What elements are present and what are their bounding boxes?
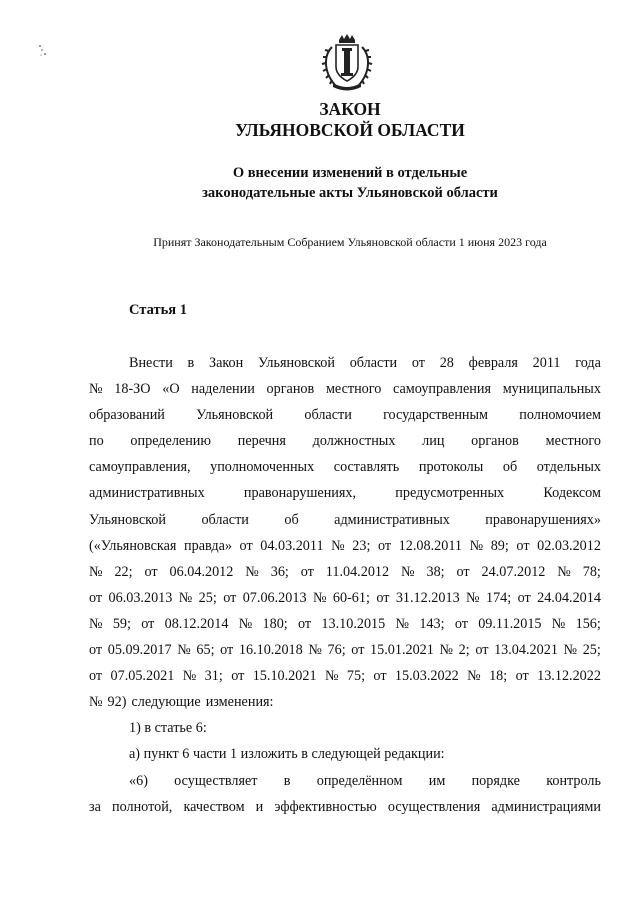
body-line: образований Ульяновской области государственным полномочием — [89, 407, 601, 424]
body-line: административных правонарушениях, предусмотренных Кодексом — [89, 485, 601, 502]
law-title: ЗАКОН — [319, 99, 381, 119]
law-subject — [0, 163, 640, 203]
body-line: а) пункт 6 части 1 изложить в следующей редакции: — [129, 746, 445, 763]
body-line: самоуправления, уполномоченных составлять протоколы об отдельных — [89, 459, 601, 476]
body-line: 1) в статье 6: — [129, 720, 207, 737]
body-line: № 92) следующие изменения: — [89, 694, 274, 711]
body-line: («Ульяновская правда» от 04.03.2011 № 23; от 12.08.2011 № 89; от 02.03.2012 — [89, 537, 601, 554]
body-line: от 05.09.2017 № 65; от 16.10.2018 № 76; от 15.01.2021 № 2; от 13.04.2021 № 25; — [89, 642, 601, 659]
law-subject-line-2: законодательные акты Ульяновской области — [202, 185, 498, 201]
coat-of-arms-icon — [319, 33, 375, 93]
body-line: по определению перечня должностных лиц органов местного — [89, 433, 601, 450]
scan-specks — [38, 44, 48, 58]
body-line: от 06.03.2013 № 25; от 07.06.2013 № 60-61; от 31.12.2013 № 174; от 24.04.2014 — [89, 589, 601, 606]
body-line: за полнотой, качеством и эффективностью осуществления администрациями — [89, 798, 601, 815]
adoption-note: Принят Законодательным Собранием Ульяновской области 1 июня 2023 года — [153, 235, 547, 249]
body-line: от 07.05.2021 № 31; от 15.10.2021 № 75; от 15.03.2022 № 18; от 13.12.2022 — [89, 668, 601, 685]
body-line: «6) осуществляет в определённом им порядке контроль — [129, 772, 601, 789]
law-region: УЛЬЯНОВСКОЙ ОБЛАСТИ — [235, 120, 465, 140]
body-line: № 22; от 06.04.2012 № 36; от 11.04.2012 № 38; от 24.07.2012 № 78; — [89, 563, 601, 580]
body-line: Внести в Закон Ульяновской области от 28 февраля 2011 года — [129, 355, 601, 371]
article-body — [89, 350, 601, 820]
article-heading: Статья 1 — [129, 302, 187, 318]
law-subject-line-1: О внесении изменений в отдельные — [232, 165, 468, 181]
body-line: № 59; от 08.12.2014 № 180; от 13.10.2015 № 143; от 09.11.2015 № 156; — [89, 615, 601, 632]
body-line: Ульяновской области об административных правонарушениях» — [89, 511, 601, 528]
body-line: № 18-ЗО «О наделении органов местного самоуправления муниципальных — [89, 381, 601, 398]
